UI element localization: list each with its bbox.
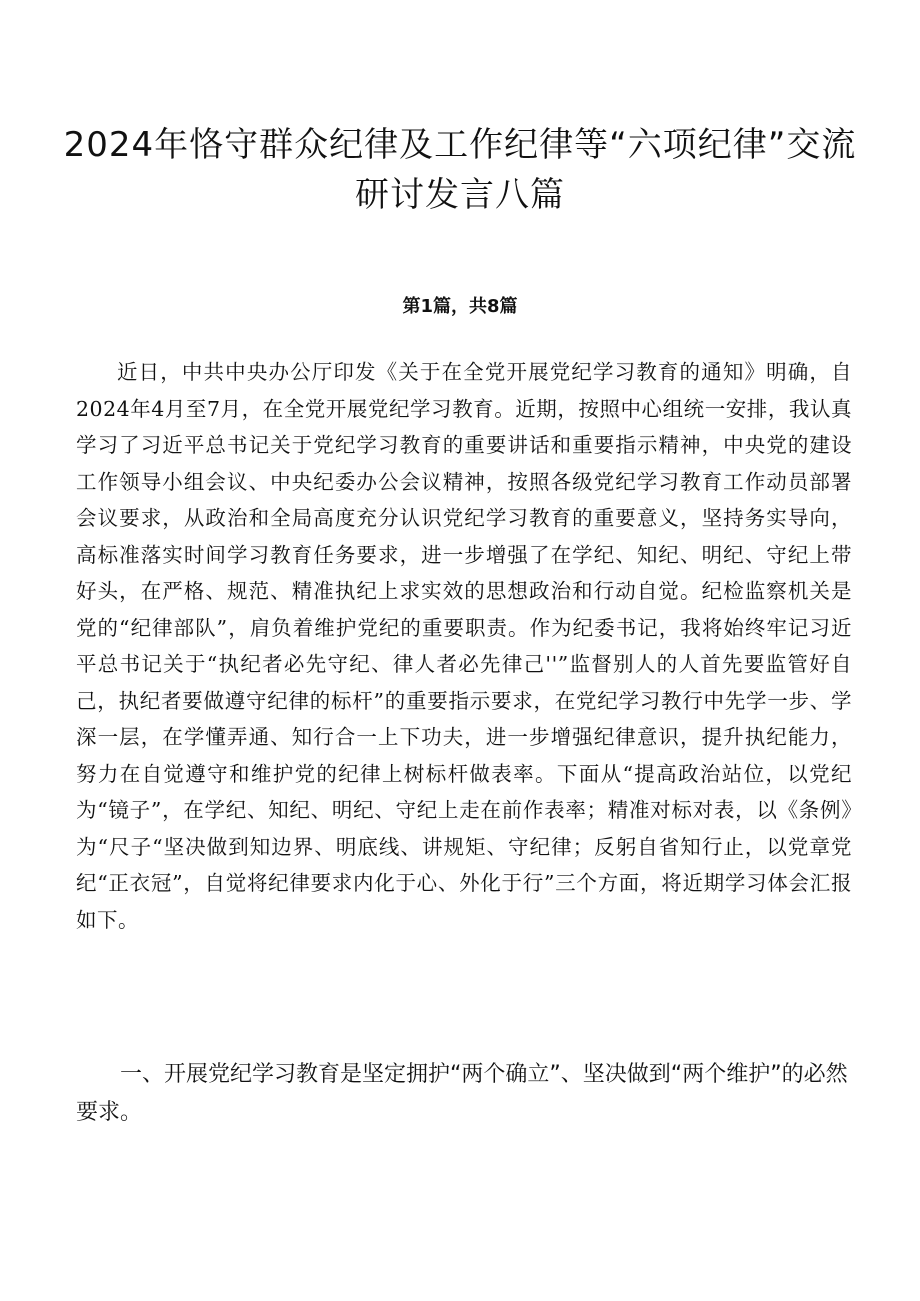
body-paragraph: 近日，中共中央办公厅印发《关于在全党开展党纪学习教育的通知》明确，自2024年4月至7月，在全党开展党纪学习教育。近期，按照中心组统一安排，我认真学习了习近平总书记关于党纪学习教育的重要讲话和重要指示精神，中央党的建设工作领导小组会议、中央纪委办公会议精神，按照各级党纪学习教育工作动员部署会议要求，从政治和全局高度充分认识党纪学习教育的重要意义，坚持务实导向，高标准落实时间学习教育任务要求，进一步增强了在学纪、知纪、明纪、守纪上带好头，在严格、规范、精准执纪上求实效的思想政治和行动自觉。纪检监察机关是党的“纪律部队”，肩负着维护党纪的重要职责。作为纪委书记，我将始终牢记习近平总书记关于“执纪者必先守纪、律人者必先律己''”监督别人的人首先要监管好自己，执纪者要做遵守纪律的标杆”的重要指示要求，在党纪学习教行中先学一步、学深一层，在学懂弄通、知行合一上下功夫，进一步增强纪律意识，提升执纪能力，努力在自觉遵守和维护党的纪律上树标杆做表率。下面从“提高政治站位，以党纪为“镜子”，在学纪、知纪、明纪、守纪上走在前作表率；精准对标对表，以《条例》为“尺子“坚决做到知边界、明底线、讲规矩、守纪律；反躬自省知行止，以党章党纪“正衣冠”，自觉将纪律要求内化于心、外化于行”三个方面，将近期学习体会汇报如下。	[76, 360, 852, 932]
document-subtitle: 第1篇，共8篇	[402, 296, 518, 317]
section-heading: 一、开展党纪学习教育是坚定拥护“两个确立”、坚决做到“两个维护”的必然要求。	[76, 1062, 848, 1125]
document-title: 2024年恪守群众纪律及工作纪律等“六项纪律”交流研讨发言八篇	[63, 125, 857, 215]
